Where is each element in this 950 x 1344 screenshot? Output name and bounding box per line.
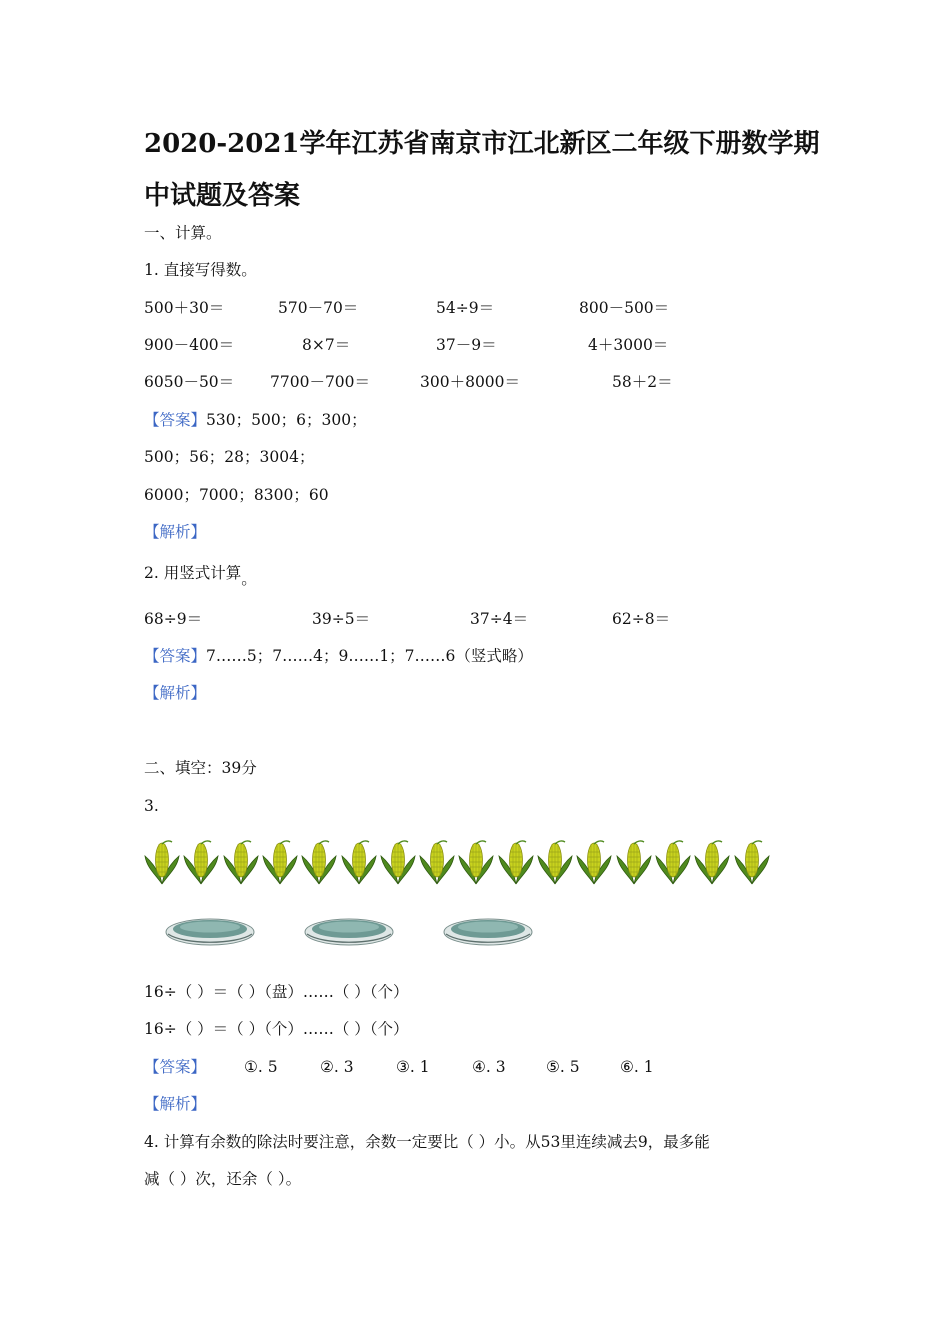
plate-icon xyxy=(442,912,534,948)
q1-item: 500＋30＝ xyxy=(144,299,225,317)
analysis-tag: 【解析】 xyxy=(144,1095,207,1113)
q1-item: 800－500＝ xyxy=(579,299,670,317)
q2-item: 62÷8＝ xyxy=(612,610,671,628)
answer-item: ②. 3 xyxy=(320,1058,354,1076)
document-title: 2020-2021学年江苏省南京市江北新区二年级下册数学期中试题及答案 xyxy=(144,129,820,211)
analysis-tag: 【解析】 xyxy=(144,523,207,541)
q1-item: 7700－700＝ xyxy=(270,373,371,391)
corn-icon xyxy=(575,838,613,886)
plate-icon xyxy=(303,912,395,948)
q3-line2: 16÷（ ）＝（ ）（个）……（ ）（个） xyxy=(144,1020,409,1038)
answer-item: ⑤. 5 xyxy=(546,1058,580,1076)
q2-label xyxy=(144,562,257,588)
answer-text: 7……5；7……4；9……1；7……6（竖式略） xyxy=(206,647,533,665)
corn-icon xyxy=(143,838,181,886)
answer-text: 6000；7000；8300；60 xyxy=(144,486,329,504)
q1-item: 58＋2＝ xyxy=(612,373,673,391)
section2-heading: 二、填空：39分 xyxy=(144,759,257,777)
answer-text: 500；56；28；3004； xyxy=(144,448,315,466)
corn-icon xyxy=(379,838,417,886)
q4-line2: 减（ ）次，还余（ ）。 xyxy=(144,1170,302,1188)
q3-label: 3. xyxy=(144,797,159,815)
q3-line1: 16÷（ ）＝（ ）（盘）……（ ）（个） xyxy=(144,983,409,1001)
corn-icon xyxy=(615,838,653,886)
q1-answer xyxy=(144,409,367,431)
corn-icon xyxy=(654,838,692,886)
plate-icon xyxy=(164,912,256,948)
q2-answer xyxy=(144,645,533,667)
corn-icon xyxy=(182,838,220,886)
q2-label-text: 2. 用竖式计算 xyxy=(144,564,242,582)
corn-icon xyxy=(497,838,535,886)
q1-label: 1. 直接写得数。 xyxy=(144,261,257,279)
answer-tag: 【答案】 xyxy=(144,411,207,429)
q4-line1: 4. 计算有余数的除法时要注意，余数一定要比（ ）小。从53里连续减去9，最多能 xyxy=(144,1133,710,1151)
corn-icon xyxy=(222,838,260,886)
q2-label-suffix: 。 xyxy=(241,570,257,588)
answer-item: ⑥. 1 xyxy=(620,1058,654,1076)
q1-item: 4＋3000＝ xyxy=(588,336,669,354)
answer-tag: 【答案】 xyxy=(144,1058,207,1076)
answer-item: ①. 5 xyxy=(244,1058,278,1076)
corn-icon xyxy=(733,838,771,886)
corn-icon xyxy=(261,838,299,886)
analysis-tag: 【解析】 xyxy=(144,684,207,702)
corn-icon xyxy=(340,838,378,886)
corn-row xyxy=(143,838,783,890)
q1-item: 570－70＝ xyxy=(278,299,359,317)
corn-icon xyxy=(300,838,338,886)
q1-item: 8×7＝ xyxy=(302,336,351,354)
q1-item: 900－400＝ xyxy=(144,336,235,354)
answer-text: 530；500；6；300； xyxy=(206,411,367,429)
answer-item: ③. 1 xyxy=(396,1058,430,1076)
q1-item: 6050－50＝ xyxy=(144,373,235,391)
q3-answer xyxy=(144,1056,206,1078)
answer-item: ④. 3 xyxy=(472,1058,506,1076)
corn-icon xyxy=(418,838,456,886)
q2-item: 37÷4＝ xyxy=(470,610,529,628)
corn-icon xyxy=(536,838,574,886)
corn-icon xyxy=(693,838,731,886)
section1-heading: 一、计算。 xyxy=(144,224,222,242)
q2-item: 39÷5＝ xyxy=(312,610,371,628)
q1-item: 37－9＝ xyxy=(436,336,497,354)
q1-item: 300＋8000＝ xyxy=(420,373,521,391)
q2-item: 68÷9＝ xyxy=(144,610,203,628)
q1-item: 54÷9＝ xyxy=(436,299,495,317)
answer-tag: 【答案】 xyxy=(144,647,207,665)
corn-icon xyxy=(457,838,495,886)
